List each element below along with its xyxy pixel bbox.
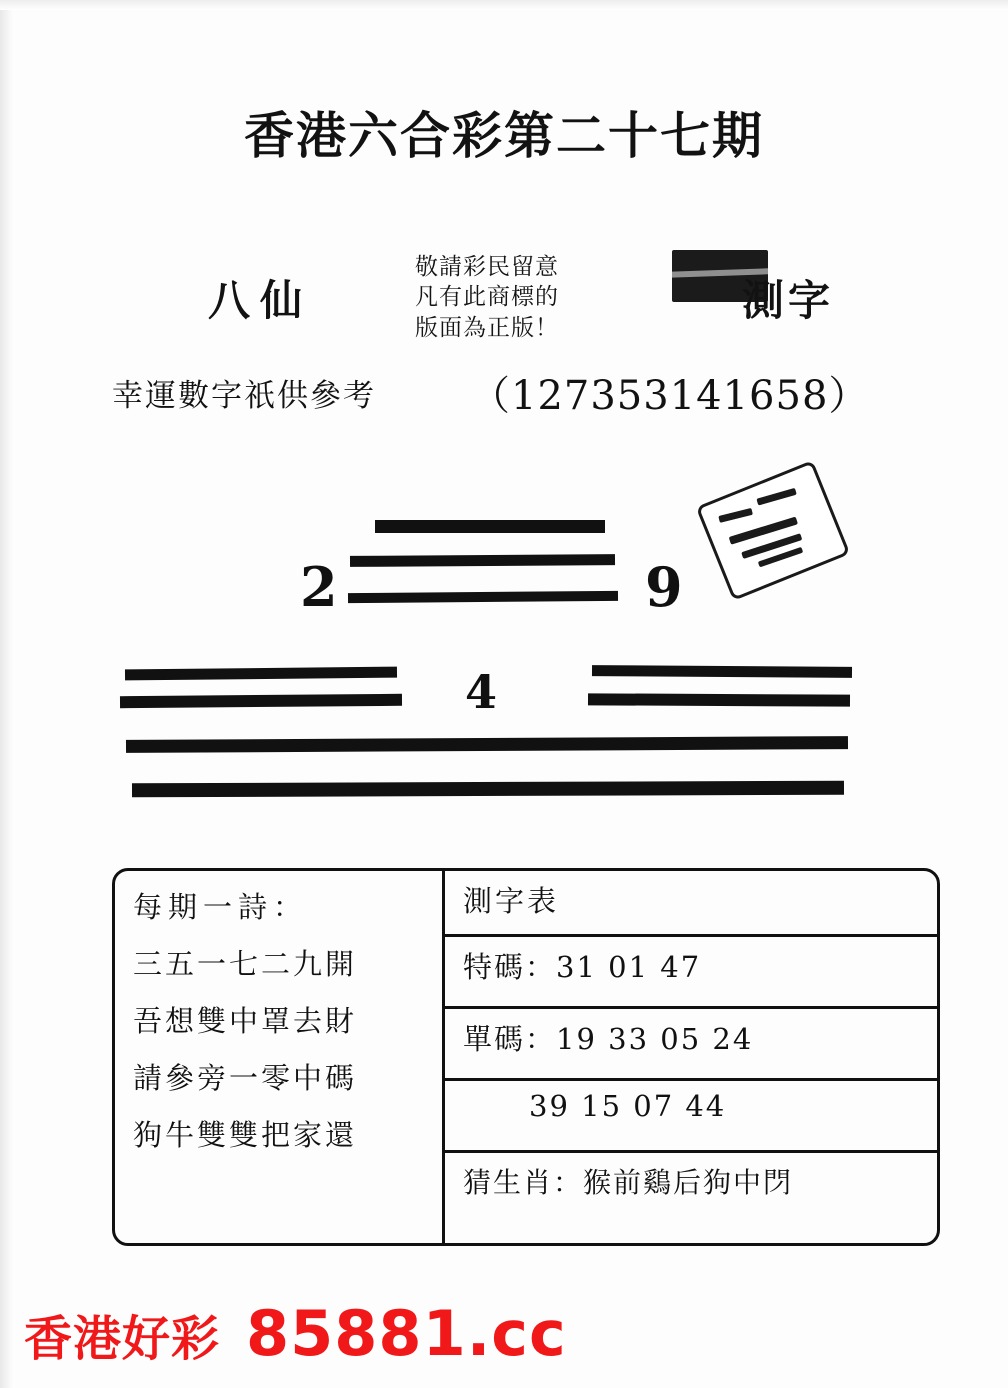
row-values-single: 19 33 05 24: [556, 1022, 754, 1056]
section-label-left: 八仙: [208, 276, 313, 325]
section-label-right: 測字: [742, 276, 835, 325]
digit-left: 2: [300, 555, 338, 619]
info-box: [112, 868, 940, 1246]
poem-column: [115, 871, 445, 1243]
footer-site: 85881.cc: [246, 1297, 567, 1370]
table-row: [445, 1009, 937, 1081]
poem-line-2: 吾想雙中罩去財: [133, 1004, 358, 1038]
table-row: [445, 1081, 937, 1153]
poem-line-4: 狗牛雙雙把家還: [133, 1118, 358, 1152]
page-title: 香港六合彩第二十七期: [244, 106, 764, 165]
row-values-special: 31 01 47: [556, 950, 702, 984]
row-values-zodiac: 猴前鷄后狗中閁: [583, 1166, 794, 1199]
digit-center: 4: [465, 665, 498, 719]
poem-heading: 每期一詩：: [133, 890, 309, 924]
scan-edge-top: [0, 0, 1008, 10]
bar-long-2: [132, 781, 844, 797]
row-values-single-cont: 39 15 07 44: [529, 1089, 727, 1123]
footer-brand: 香港好彩: [24, 1311, 221, 1367]
notice-text: [415, 252, 665, 343]
cezi-table: [445, 871, 937, 1243]
notice-line-2: 凡有此商標的: [415, 284, 559, 311]
notice-line-1: 敬請彩民留意: [415, 254, 559, 280]
graphic-area: [0, 470, 1008, 840]
bar-mid-right-2: [588, 693, 850, 706]
bar-long-1: [126, 736, 848, 753]
row-label-zodiac: 猜生肖：: [463, 1166, 584, 1199]
bar-mid-left-2: [120, 694, 402, 708]
row-label-single: 單碼：: [463, 1022, 557, 1056]
footer-watermark: [24, 1297, 567, 1370]
table-row: [445, 1153, 937, 1243]
table-heading: 測字表: [445, 871, 937, 937]
bar-top-3: [348, 591, 618, 603]
lucky-numbers-value: （127353141658）: [470, 373, 870, 419]
lucky-numbers-label: 幸運數字祇供參考: [112, 378, 376, 414]
table-row: [445, 937, 937, 1009]
notice-line-3: 版面為正版！: [415, 314, 559, 341]
tilted-card-icon: [696, 460, 851, 601]
bar-mid-right-1: [592, 665, 852, 678]
poem-line-3: 請參旁一零中碼: [133, 1061, 358, 1095]
bar-top-2: [350, 554, 615, 567]
bar-top-1: [375, 520, 605, 533]
bar-mid-left-1: [125, 667, 397, 681]
poem-line-1: 三五一七二九開: [133, 947, 358, 981]
row-label-special: 特碼：: [463, 950, 557, 984]
digit-right: 9: [645, 555, 683, 619]
